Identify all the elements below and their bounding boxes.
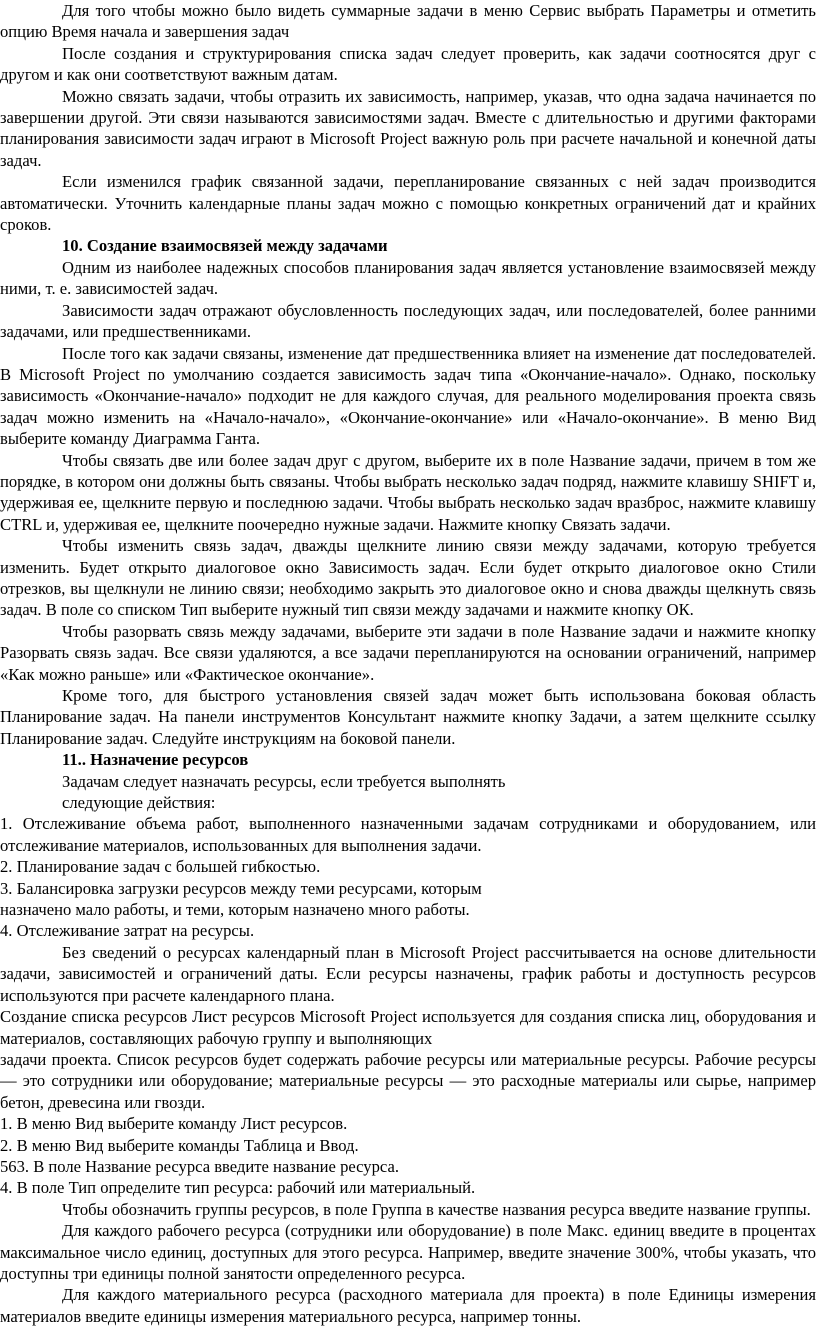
paragraph-resource-types: задачи проекта. Список ресурсов будет содержать рабочие ресурсы или материальные ресурсы. Рабочие ресурсы — это сотрудники или оборудование; материальные ресурсы — это расходные материалы или сырье, например бетон, древесина или гвозди. <box>0 1049 816 1112</box>
paragraph-resource-groups: Чтобы обозначить группы ресурсов, в поле Группа в качестве названия ресурса введите название группы. <box>62 1199 811 1219</box>
paragraph-without-resources: Без сведений о ресурсах календарный план в Microsoft Project рассчитывается на основе длительности задачи, зависимостей и ограничений даты. Если ресурсы назначены, график работы и доступность ресурсов используются при расчете календарного плана. <box>0 942 816 1005</box>
step-1: 1. В меню Вид выберите команду Лист ресурсов. <box>0 1114 348 1134</box>
paragraph-link-tasks: Чтобы связать две или более задач друг с другом, выберите их в поле Название задачи, причем в том же порядке, в котором они должны быть связаны. Чтобы выбрать несколько задач подряд, нажмите клавишу SHIFT и, удерживая ее, щелкните первую и последнюю задачи. Чтобы выбрать несколько задач вразброс, нажмите клавишу CTRL и, удерживая ее, щелкните поочередно нужные задачи. Нажмите кнопку Связать задачи. <box>0 450 816 534</box>
paragraph-link-types: После того как задачи связаны, изменение дат предшественника влияет на изменение дат последователей. В Microsoft Project по умолчанию создается зависимость задач типа «Окончание-начало». Однако, поскольку зависимость «Окончание-начало» подходит не для каждого случая, для реального моделирования проекта связь задач можно изменить на «Начало-начало», «Окончание-окончание» или «Начало-окончание». В меню Вид выберите команду Диаграмма Ганта. <box>0 343 816 449</box>
paragraph-change-link: Чтобы изменить связь задач, дважды щелкните линию связи между задачами, которую требуется изменить. Будет открыто диалоговое окно Зависимость задач. Если будет открыто диалоговое окно Стили отрезков, вы щелкнули не линию связи; необходимо закрыть это диалоговое окно и снова дважды щелкнуть связь задач. В поле со списком Тип выберите нужный тип связи между задачами и нажмите кнопку ОК. <box>0 536 816 620</box>
paragraph-reliable-method: Одним из наиболее надежных способов планирования задач является установление взаимосвязей между ними, т. е. зависимостей задач. <box>0 257 816 299</box>
paragraph-unlink-tasks: Чтобы разорвать связь между задачами, выберите эти задачи в поле Название задачи и нажмите кнопку Разорвать связь задач. Все связи удаляются, а все задачи перепланируются на основании ограничений, например «Как можно раньше» или «Фактическое окончание». <box>0 621 816 684</box>
step-3: 563. В поле Название ресурса введите название ресурса. <box>0 1156 399 1176</box>
paragraph-after-structuring: После создания и структурирования списка задач следует проверить, как задачи соотносятся друг с другом и как они соответствуют важным датам. <box>0 43 816 85</box>
list-item-3-line-1: 3. Балансировка загрузки ресурсов между теми ресурсами, которым <box>0 878 482 898</box>
section-heading-11: 11.. Назначение ресурсов <box>62 750 249 770</box>
paragraph-side-pane: Кроме того, для быстрого установления связей задач может быть использована боковая область Планирование задач. На панели инструментов Консультант нажмите кнопку Задачи, а затем щелкните ссылку Планирование задач. Следуйте инструкциям на боковой панели. <box>0 686 816 748</box>
paragraph-assign-intro-1: Задачам следует назначать ресурсы, если требуется выполнять <box>62 771 506 791</box>
list-item-4: 4. Отслеживание затрат на ресурсы. <box>0 921 255 941</box>
paragraph-summary-tasks: Для того чтобы можно было видеть суммарные задачи в меню Сервис выбрать Параметры и отметить опцию Время начала и завершения задач <box>0 1 816 42</box>
paragraph-create-resource-list: Создание списка ресурсов Лист ресурсов Microsoft Project используется для создания списка лиц, оборудования и материалов, составляющих рабочую группу и выполняющих <box>0 1007 816 1048</box>
paragraph-task-dependencies: Можно связать задачи, чтобы отразить их зависимость, например, указав, что одна задача начинается по завершении другой. Эти связи называются зависимостями задач. Вместе с длительностью и другими факторами планирования зависимости задач играют в Microsoft Project важную роль при расчете начальной и конечной даты задач. <box>0 86 816 170</box>
list-item-3-line-2: назначено мало работы, и теми, которым назначено много работы. <box>0 900 470 920</box>
paragraph-rescheduling: Если изменился график связанной задачи, перепланирование связанных с ней задач производится автоматически. Уточнить календарные планы задач можно с помощью конкретных ограничений дат и крайних сроков. <box>0 172 816 235</box>
paragraph-assign-intro-2: следующие действия: <box>62 793 216 813</box>
paragraph-material-units: Для каждого материального ресурса (расходного материала для проекта) в поле Единицы измерения материалов введите единицы измерения материального ресурса, например тонны. <box>0 1285 816 1326</box>
list-item-2: 2. Планирование задач с большей гибкостью. <box>0 857 321 877</box>
step-2: 2. В меню Вид выберите команды Таблица и Ввод. <box>0 1135 359 1155</box>
section-heading-10: 10. Создание взаимосвязей между задачами <box>62 236 388 256</box>
paragraph-max-units: Для каждого рабочего ресурса (сотрудники или оборудование) в поле Макс. единиц введите в процентах максимальное число единиц, доступных для этого ресурса. Например, введите значение 300%, чтобы указать, что доступны три единицы полной занятости определенного ресурса. <box>0 1221 816 1283</box>
step-4: 4. В поле Тип определите тип ресурса: рабочий или материальный. <box>0 1178 476 1198</box>
list-item-1: 1. Отслеживание объема работ, выполненного назначенными задачам сотрудниками и оборудованием, или отслеживание материалов, использованных для выполнения задачи. <box>0 814 816 855</box>
paragraph-dependencies-reflect: Зависимости задач отражают обусловленность последующих задач, или последователей, более ранними задачами, или предшественниками. <box>0 300 816 342</box>
